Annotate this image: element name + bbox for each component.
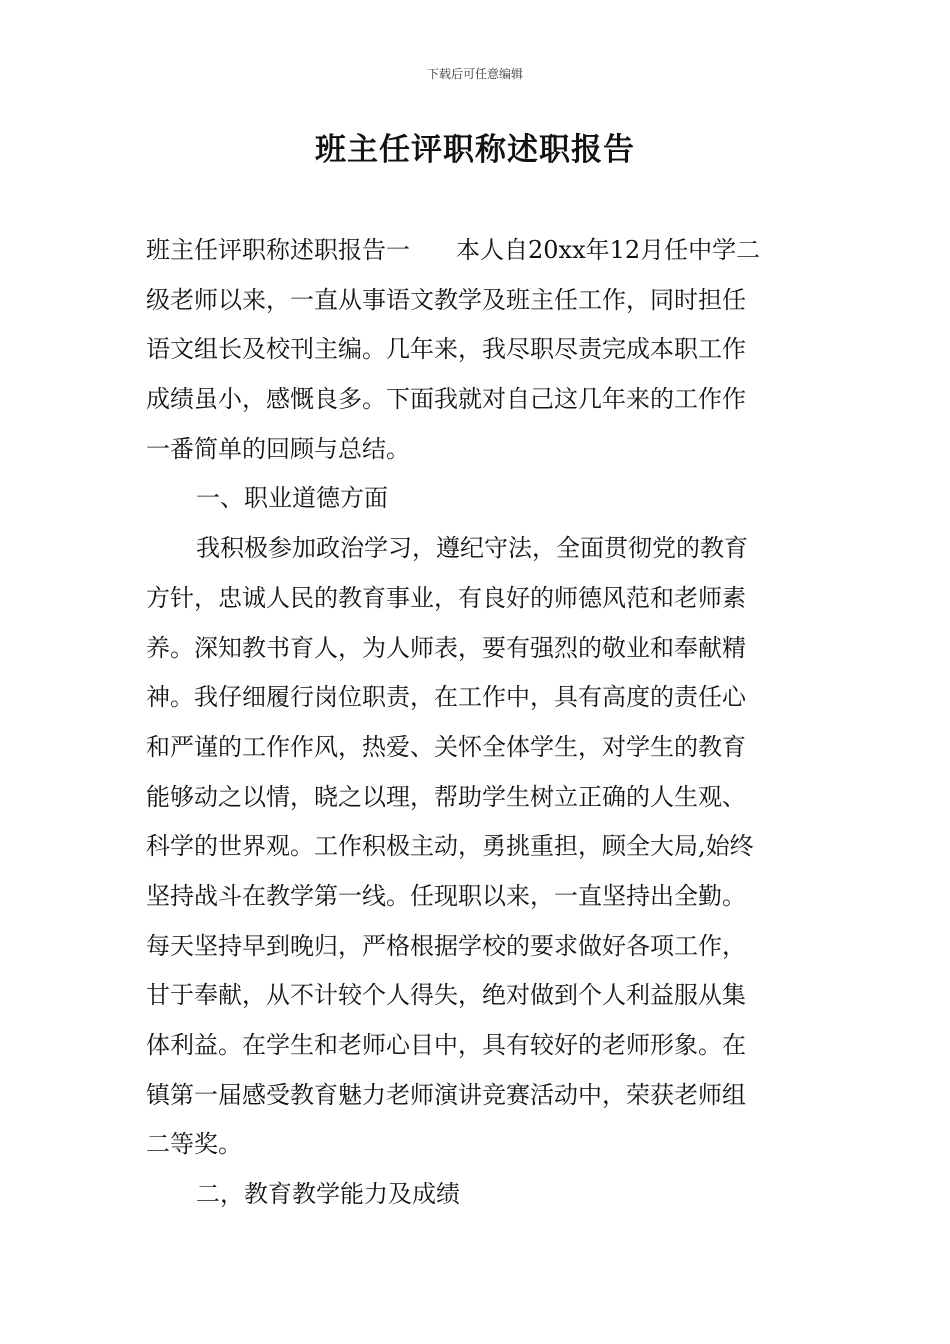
section-heading-1: 一、职业道德方面 (196, 484, 388, 513)
section1-line: 体利益。在学生和老师心目中，具有较好的老师形象。在 (146, 1031, 746, 1059)
intro-line: 成绩虽小，感慨良多。下面我就对自己这几年来的工作作 (146, 385, 746, 414)
section1-line: 我积极参加政治学习，遵纪守法，全面贯彻党的教育 (196, 534, 748, 563)
section1-line: 和严谨的工作作风，热爱、关怀全体学生，对学生的教育 (146, 732, 746, 761)
header-note: 下载后可任意编辑 (426, 67, 523, 81)
section1-line: 每天坚持早到晚归，严格根据学校的要求做好各项工作， (146, 931, 746, 960)
document-title: 班主任评职称述职报告 (315, 132, 635, 168)
intro-line-text: 本人自20xx年12月任中学二 (456, 236, 761, 264)
section1-line: 甘于奉献，从不计较个人得失，绝对做到个人利益服从集 (146, 981, 746, 1010)
intro-line: 一番简单的回顾与总结。 (146, 434, 410, 463)
document-body (146, 226, 808, 1220)
intro-line: 级老师以来，一直从事语文教学及班主任工作，同时担任 (146, 285, 746, 314)
section1-line: 坚持战斗在教学第一线。任现职以来，一直坚持出全勤。 (146, 881, 746, 910)
intro-line (146, 226, 808, 276)
section1-line: 神。我仔细履行岗位职责，在工作中，具有高度的责任心 (146, 683, 746, 712)
section1-line: 科学的世界观。工作积极主动，勇挑重担，顾全大局,始终 (146, 832, 754, 861)
section-heading-2: 二，教育教学能力及成绩 (196, 1180, 460, 1209)
section1-line: 方针，忠诚人民的教育事业，有良好的师德风范和老师素 (146, 583, 746, 612)
intro-lead: 班主任评职称述职报告一 (146, 236, 410, 264)
intro-line: 语文组长及校刊主编。几年来，我尽职尽责完成本职工作 (146, 335, 746, 364)
section1-line: 镇第一届感受教育魅力老师演讲竞赛活动中，荣获老师组 (146, 1080, 746, 1109)
section1-line: 能够动之以情，晓之以理，帮助学生树立正确的人生观、 (146, 782, 746, 811)
section1-line: 二等奖。 (146, 1130, 242, 1159)
section1-line: 养。深知教书育人，为人师表，要有强烈的敬业和奉献精 (146, 633, 746, 662)
